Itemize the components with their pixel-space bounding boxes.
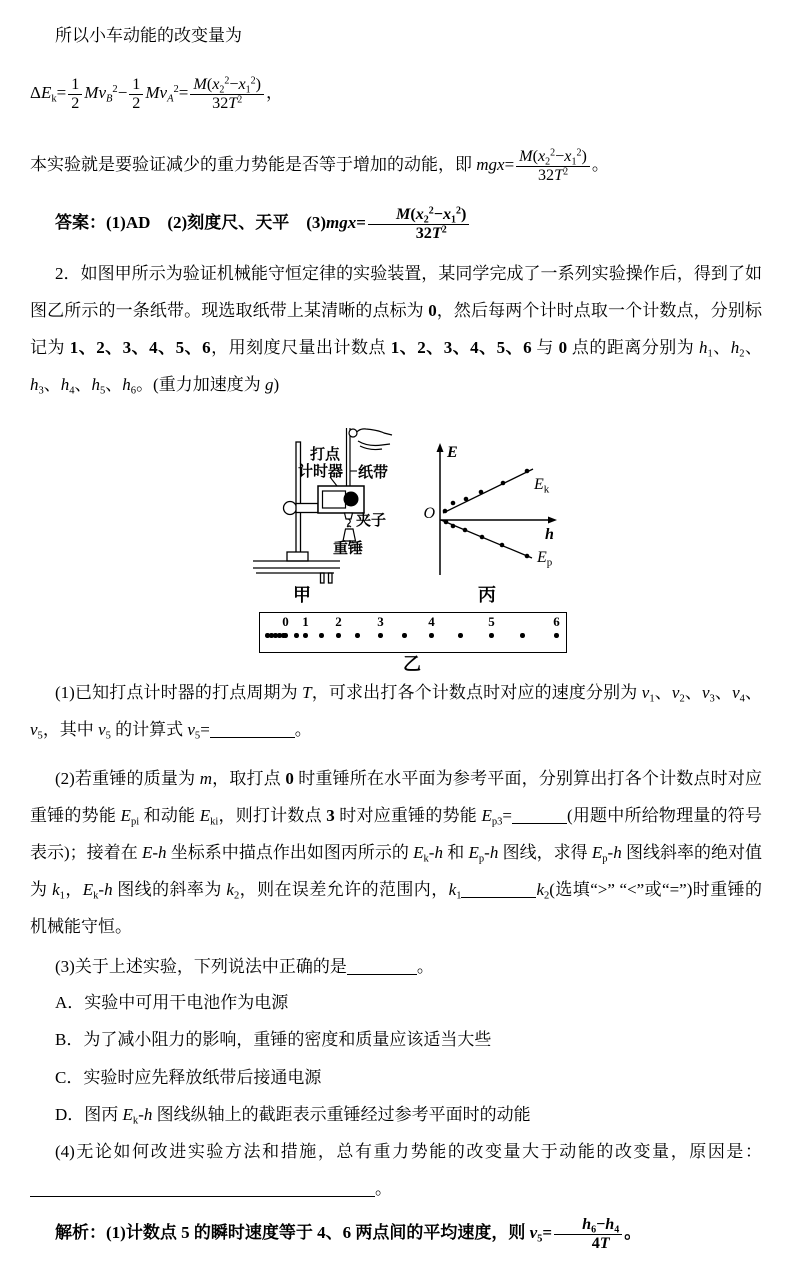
ek-curve-label: $E_k$ <box>534 476 550 496</box>
figure-jia-caption: 甲 <box>293 585 311 605</box>
figure-bing-caption: 丙 <box>478 585 496 604</box>
y-axis-arrow <box>437 443 444 452</box>
ek-trend-line <box>443 469 533 513</box>
tape-figure-yi <box>259 612 567 653</box>
ep-curve-label: $E_p$ <box>537 549 553 569</box>
graph-figure-bing <box>418 436 570 604</box>
question-4-paragraph: (4)无论如何改进实验方法和措施，总有重力势能的改变量大于动能的改变量，原因是：。 <box>30 1133 762 1207</box>
tape-point-label: 2 <box>335 614 342 629</box>
clamp <box>284 502 319 515</box>
option-b: B．为了减小阻力的影响，重锤的密度和质量应该适当大些 <box>55 1030 492 1049</box>
answer-line: 答案：(1)AD (2)刻度尺、天平 (3)mgx= $\frac{M(x_2^2-x_1^2)}{32T^2}$ <box>30 196 762 250</box>
origin-label: O <box>423 505 435 522</box>
option-c: C．实验时应先释放纸带后接通电源 <box>55 1068 322 1087</box>
option-d: D．图丙 $E_k-h$ 图线纵轴上的截距表示重锤经过参考平面时的动能 <box>55 1105 531 1127</box>
timer-label-line1: 打点 <box>309 447 340 463</box>
tape-caption: 乙 <box>403 654 421 674</box>
tape-point-label: 5 <box>488 614 495 629</box>
intro-paragraph: 所以小车动能的改变量为 <box>55 26 242 45</box>
question-2-paragraph: 2．如图甲所示为验证机械能守恒定律的实验装置，某同学完成了一系列实验操作后，得到了如图乙所示的一条纸带。现选取纸带上某清晰的点标为 0，然后每两个计时点取一个计数点，分别标记为 1、2、3、4、5、6，用刻度尺量出计数点 1、2、3、4、5、6 与 0 点的距离分别为 $h_1$、$h_2$、$h_3$、$h_4$、$h_5$、$h_6$。(重力加速度为 g) <box>30 264 763 397</box>
analysis-line: 解析：(1)计数点 5 的瞬时速度等于 4、6 两点间的平均速度，则 $v_5=$ $\frac{h_6-h_4}{4T}$ 。 <box>55 1215 642 1252</box>
tape-label: 纸带 <box>358 465 389 481</box>
timer-label-line2: 计时器 <box>297 464 343 480</box>
question-1-paragraph: (1)已知打点计时器的打点周期为 T，可求出打各个计数点时对应的速度分别为 $v_1$、$v_2$、$v_3$、$v_4$、$v_5$，其中 $v_5$ 的计算式 $v_5=$ 。 <box>30 683 763 742</box>
delta-ek-formula: $\Delta E_k=$ $\frac{1}{2}$ $Mv_B^2-$ $\frac{1}{2}$ $Mv_A^2=$ $\frac{M(x_2^2-x_1^2)}{32T^2}$ ， <box>30 75 284 112</box>
clip-shape <box>345 513 353 527</box>
hand <box>349 429 392 450</box>
question-2-sub-paragraph: (2)若重锤的质量为 m，取打点 0 时重锤所在水平面为参考平面，分别算出打各个计数点时对应重锤的势能 $E_{pi}$ 和动能 $E_{ki}$，则打计数点 3 时对应重锤的势能 $E_{p3}=$ (用题中所给物理量的符号表示)；接着在 E-h 坐标系中描点作出如图丙所示的 $E_k-h$ 和 $E_p-h$ 图线，求得 $E_p-h$ 图线斜率的绝对值为 $k_1$，$E_k-h$ 图线的斜率为 $k_2$，则在误差允许的范围内，$k_1$ $k_2$(选填“>” “<”或“=”)时重锤的机械能守恒。 <box>30 769 763 936</box>
tape-point-label: 1 <box>302 614 309 629</box>
tape-point-label: 4 <box>428 614 435 629</box>
clip-label: 夹子 <box>356 513 387 529</box>
weight-label: 重锤 <box>333 541 364 557</box>
option-a: A．实验中可用干电池作为电源 <box>55 993 289 1012</box>
e-axis-label: E <box>447 444 458 461</box>
timer-box <box>318 486 364 513</box>
tape-point-label: 0 <box>282 614 289 629</box>
verify-paragraph: 本实验就是要验证减少的重力势能是否等于增加的动能，即 mgx= $\frac{M(x_2^2-x_1^2)}{32T^2}$ 。 <box>30 147 609 184</box>
apparatus-figure-jia <box>248 422 393 605</box>
tape-point-label: 3 <box>377 614 384 629</box>
axes <box>440 448 551 575</box>
weight-bob <box>343 526 356 541</box>
h-axis-label: h <box>545 526 554 543</box>
tape-point-label: 6 <box>553 614 560 629</box>
x-axis-arrow <box>548 517 557 524</box>
question-3-line: (3)关于上述实验，下列说法中正确的是 。 <box>55 957 434 976</box>
